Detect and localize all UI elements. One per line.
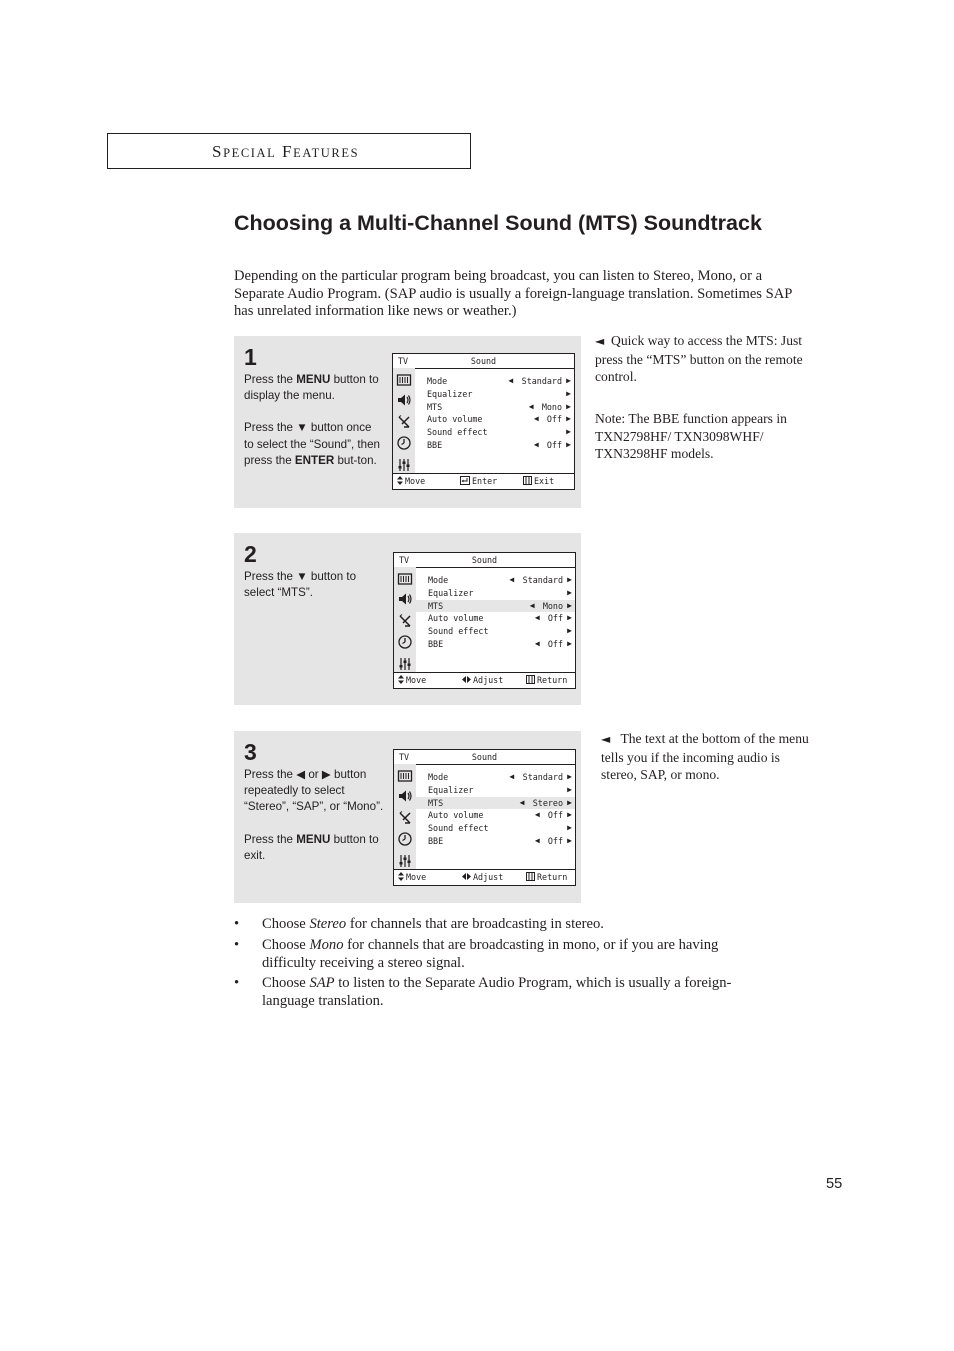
menu-row-label: BBE: [427, 440, 443, 450]
tv-menu-step-3: [393, 749, 576, 886]
s3-p1-b: or: [305, 768, 322, 781]
bullet-text-a: Choose: [262, 916, 310, 932]
menu-footer-item: [523, 476, 554, 487]
menu-row-label: Mode: [428, 575, 449, 585]
menu-title-bar: [394, 553, 575, 568]
right-arrow-icon: ▶: [321, 768, 331, 781]
header-eatures: EATURES: [293, 146, 360, 160]
adjust-icon: [462, 675, 471, 686]
menu-row-label: Equalizer: [428, 784, 474, 795]
quick-access-note: [595, 332, 811, 386]
s1-enter-word: ENTER: [294, 453, 335, 467]
menu-row-auto-volume[interactable]: [415, 413, 574, 425]
clock-icon[interactable]: [397, 831, 413, 847]
menu-title-bar: [393, 354, 574, 369]
menu-row-bbe[interactable]: [415, 439, 574, 451]
enter-icon: [460, 476, 470, 487]
s3-p2-c: button to exit.: [244, 832, 379, 862]
menu-row-sound-effect[interactable]: [415, 426, 574, 438]
s1-menu-word: MENU: [296, 373, 331, 386]
menu-row-bbe[interactable]: [416, 638, 575, 650]
menu-right-arrow-icon[interactable]: ▶: [566, 376, 571, 385]
bullet-text-a: Choose: [262, 936, 310, 953]
menu-row-label: Equalizer: [427, 388, 473, 399]
menu-row-value: Standard: [521, 376, 562, 386]
menu-row-mode[interactable]: [416, 771, 575, 783]
bullet-em: Mono: [309, 936, 344, 953]
step-3-text: [244, 767, 384, 880]
bullet-dot: •: [234, 936, 240, 953]
bbe-note: Note: The BBE function appears in TXN2798HF/ TXN3098WHF/ TXN3298HF models.: [595, 411, 787, 462]
bottom-text-note-text: The text at the bottom of the menu tells you if the incoming audio is stereo, SAP, or mono.: [601, 731, 809, 783]
menu-footer-label: Adjust: [473, 675, 504, 685]
bullet-dot: •: [234, 916, 240, 932]
menu-row-label: BBE: [428, 639, 444, 649]
menu-title: Sound: [471, 752, 498, 762]
menu-row-label: Auto volume: [428, 613, 484, 624]
menu-row-label: MTS: [428, 797, 444, 808]
menu-row-value: Off: [547, 810, 563, 821]
menu-row-label: Auto volume: [428, 810, 484, 821]
adjust-icon: [462, 872, 471, 883]
step-3-panel: [234, 731, 581, 903]
list-item: [234, 975, 774, 1011]
clock-icon[interactable]: [397, 634, 413, 650]
move-icon: [398, 872, 404, 883]
menu-footer: [394, 869, 575, 885]
menu-tv-label: TV: [399, 555, 410, 565]
settings-icon[interactable]: [397, 853, 413, 869]
menu-left-arrow-icon[interactable]: ◀: [534, 810, 540, 820]
menu-title: Sound: [470, 356, 497, 366]
speaker-icon[interactable]: [397, 591, 413, 607]
menu-row-value: Off: [546, 440, 562, 450]
speaker-icon[interactable]: [397, 788, 413, 804]
antenna-icon[interactable]: [397, 613, 413, 629]
menu-footer-label: Return: [537, 675, 568, 685]
speaker-icon[interactable]: [396, 392, 412, 408]
return-icon: [526, 872, 535, 883]
menu-row-value: Mono: [541, 401, 562, 412]
menu-footer-label: Move: [406, 872, 427, 882]
menu-row-sound-effect[interactable]: [416, 625, 575, 637]
menu-left-arrow-icon[interactable]: ◀: [529, 600, 535, 610]
menu-row-label: MTS: [427, 401, 443, 412]
move-icon: [397, 476, 403, 487]
menu-row-label: Auto volume: [427, 414, 483, 425]
antenna-icon[interactable]: [396, 414, 412, 430]
menu-footer-item: [462, 675, 503, 686]
menu-row-value: Mono: [542, 600, 563, 611]
menu-left-arrow-icon[interactable]: ◀: [534, 639, 540, 648]
menu-row-equalizer[interactable]: [415, 388, 574, 400]
menu-right-arrow-icon[interactable]: ▶: [567, 810, 572, 820]
menu-row-value: Standard: [522, 575, 563, 585]
menu-row-label: Equalizer: [428, 587, 474, 598]
menu-icon-sidebar: [393, 368, 415, 474]
menu-row-equalizer[interactable]: [416, 587, 575, 599]
move-icon: [398, 675, 404, 686]
exit-icon: [523, 476, 532, 487]
menu-row-auto-volume[interactable]: [416, 809, 575, 821]
menu-right-arrow-icon[interactable]: ▶: [567, 823, 572, 833]
menu-right-arrow-icon[interactable]: ▶: [567, 613, 572, 623]
intro-paragraph: Depending on the particular program being broadcast, you can listen to Stereo, Mono, or a Separate Audio Program. (SAP audio is usually a foreign-language translation. Sometimes SAP has unrelated information like news or weather.): [234, 268, 792, 319]
menu-left-arrow-icon[interactable]: ◀: [534, 836, 540, 845]
menu-row-label: Mode: [428, 772, 449, 782]
menu-row-label: Sound effect: [428, 626, 489, 637]
menu-footer-item: [526, 675, 567, 686]
step-3-number: 3: [244, 739, 257, 765]
return-icon: [526, 675, 535, 686]
menu-right-arrow-icon[interactable]: ▶: [567, 836, 572, 845]
page-number: 55: [826, 1176, 843, 1192]
menu-footer-item: [460, 476, 497, 487]
menu-icon-sidebar: [394, 567, 416, 673]
picture-icon[interactable]: [397, 768, 413, 784]
bullet-text-a: Choose: [262, 975, 310, 992]
menu-title-bar: [394, 750, 575, 765]
menu-right-arrow-icon[interactable]: ▶: [566, 440, 571, 449]
bullet-text-b: for channels that are broadcasting in stereo.: [346, 916, 604, 932]
section-header-box: [107, 133, 471, 169]
s3-p1-c: button repeatedly to select “Stereo”, “SAP”, or “Mono”.: [244, 768, 384, 814]
menu-right-arrow-icon[interactable]: ▶: [567, 575, 572, 584]
menu-row-label: Mode: [427, 376, 448, 386]
down-arrow-icon: ▼: [296, 421, 308, 435]
menu-row-mts[interactable]: [416, 600, 575, 612]
menu-right-arrow-icon[interactable]: ▶: [566, 401, 571, 411]
s1-p2-b: button once to select the “Sound”, then press the: [244, 421, 380, 467]
menu-icon-sidebar: [394, 764, 416, 870]
menu-right-arrow-icon[interactable]: ▶: [566, 414, 571, 424]
down-arrow-icon: ▼: [296, 570, 308, 583]
picture-icon[interactable]: [396, 372, 412, 388]
menu-row-label: Sound effect: [428, 823, 489, 834]
menu-row-value: Off: [547, 613, 563, 624]
pointer-arrow-icon: ◄: [601, 732, 611, 746]
bullet-text-b: to listen to the Separate Audio Program, which is usually a foreign-language translation.: [262, 975, 732, 1010]
menu-left-arrow-icon[interactable]: ◀: [534, 613, 540, 623]
bottom-text-note: [601, 730, 811, 784]
menu-right-arrow-icon[interactable]: ▶: [567, 784, 572, 794]
menu-row-value: Off: [546, 414, 562, 425]
menu-row-mode[interactable]: [415, 375, 574, 387]
menu-right-arrow-icon[interactable]: ▶: [567, 772, 572, 781]
menu-footer-label: Move: [406, 675, 427, 685]
menu-footer-label: Adjust: [473, 872, 504, 882]
left-arrow-icon: ◀: [296, 768, 306, 781]
menu-footer-label: Move: [405, 476, 426, 486]
step-2-panel: [234, 533, 581, 705]
settings-icon[interactable]: [396, 457, 412, 473]
menu-row-auto-volume[interactable]: [416, 612, 575, 624]
menu-left-arrow-icon[interactable]: ◀: [508, 376, 514, 385]
menu-footer-label: Exit: [534, 476, 555, 486]
header-f: F: [282, 142, 294, 161]
picture-icon[interactable]: [397, 571, 413, 587]
menu-right-arrow-icon[interactable]: ▶: [567, 797, 572, 807]
step-2-number: 2: [244, 541, 257, 567]
clock-icon[interactable]: [396, 435, 412, 451]
menu-row-mts[interactable]: [415, 401, 574, 413]
menu-footer-label: Return: [537, 872, 568, 882]
antenna-icon[interactable]: [397, 810, 413, 826]
menu-row-value: Off: [547, 639, 563, 649]
menu-row-value: Off: [547, 836, 563, 846]
s2-p1-a: Press the: [244, 570, 297, 583]
menu-right-arrow-icon[interactable]: ▶: [567, 600, 572, 610]
menu-right-arrow-icon[interactable]: ▶: [567, 639, 572, 648]
menu-footer: [393, 473, 574, 489]
menu-footer: [394, 672, 575, 688]
bullet-list: [234, 916, 774, 1014]
list-item: [234, 916, 774, 934]
menu-footer-label: Enter: [472, 476, 498, 486]
menu-left-arrow-icon[interactable]: ◀: [509, 772, 515, 781]
s3-menu-word: MENU: [296, 832, 331, 846]
step-1-panel: [234, 336, 581, 508]
tv-menu-step-1: [392, 353, 575, 490]
list-item: [234, 937, 774, 973]
menu-left-arrow-icon[interactable]: ◀: [533, 440, 539, 449]
menu-footer-item: [398, 675, 426, 686]
header-s: S: [212, 142, 224, 161]
menu-footer-item: [526, 872, 567, 883]
s1-p2-a: Press the: [244, 421, 297, 435]
menu-left-arrow-icon[interactable]: ◀: [519, 797, 525, 807]
bullet-dot: •: [234, 975, 240, 992]
pointer-arrow-icon: ◄: [595, 334, 605, 348]
menu-title: Sound: [471, 555, 498, 565]
menu-footer-item: [397, 476, 425, 487]
menu-right-arrow-icon[interactable]: ▶: [567, 626, 572, 636]
s2-p1-b: button to select “MTS”.: [244, 570, 357, 600]
menu-right-arrow-icon[interactable]: ▶: [567, 587, 572, 597]
menu-left-arrow-icon[interactable]: ◀: [509, 575, 515, 584]
s3-p2-a: Press the: [244, 832, 297, 846]
step-2-text: [244, 569, 384, 617]
menu-left-arrow-icon[interactable]: ◀: [533, 414, 539, 424]
menu-tv-label: TV: [398, 356, 409, 366]
bullet-text-b: for channels that are broadcasting in mono, or if you are having difficulty receiving a stereo signal.: [262, 936, 719, 971]
bullet-em: Stereo: [309, 916, 347, 932]
menu-row-value: Stereo: [532, 797, 563, 808]
menu-right-arrow-icon[interactable]: ▶: [566, 427, 571, 437]
menu-row-sound-effect[interactable]: [416, 822, 575, 834]
menu-footer-item: [398, 872, 426, 883]
section-header: [212, 142, 359, 162]
settings-icon[interactable]: [397, 656, 413, 672]
menu-tv-label: TV: [399, 752, 410, 762]
tv-menu-step-2: [393, 552, 576, 689]
header-pecial: PECIAL: [223, 146, 277, 160]
step-1-number: 1: [244, 344, 257, 370]
bullet-em: SAP: [309, 975, 335, 992]
menu-footer-item: [462, 872, 503, 883]
menu-row-value: Standard: [522, 772, 563, 782]
s1-p1-c: button to display the menu.: [244, 373, 379, 403]
menu-row-mts[interactable]: [416, 797, 575, 809]
menu-row-label: Sound effect: [427, 427, 488, 438]
menu-row-label: MTS: [428, 600, 444, 611]
page-title: Choosing a Multi-Channel Sound (MTS) Soundtrack: [234, 211, 762, 235]
menu-row-label: BBE: [428, 836, 444, 846]
s1-p2-d: but-ton.: [334, 453, 377, 467]
menu-row-equalizer[interactable]: [416, 784, 575, 796]
menu-row-bbe[interactable]: [416, 835, 575, 847]
quick-access-text: Quick way to access the MTS: Just press the “MTS” button on the remote control.: [595, 333, 803, 385]
menu-left-arrow-icon[interactable]: ◀: [528, 401, 534, 411]
menu-right-arrow-icon[interactable]: ▶: [566, 388, 571, 398]
s1-p1-a: Press the: [244, 373, 297, 386]
s3-p1-a: Press the: [244, 768, 297, 781]
step-1-text: [244, 372, 384, 485]
menu-row-mode[interactable]: [416, 574, 575, 586]
